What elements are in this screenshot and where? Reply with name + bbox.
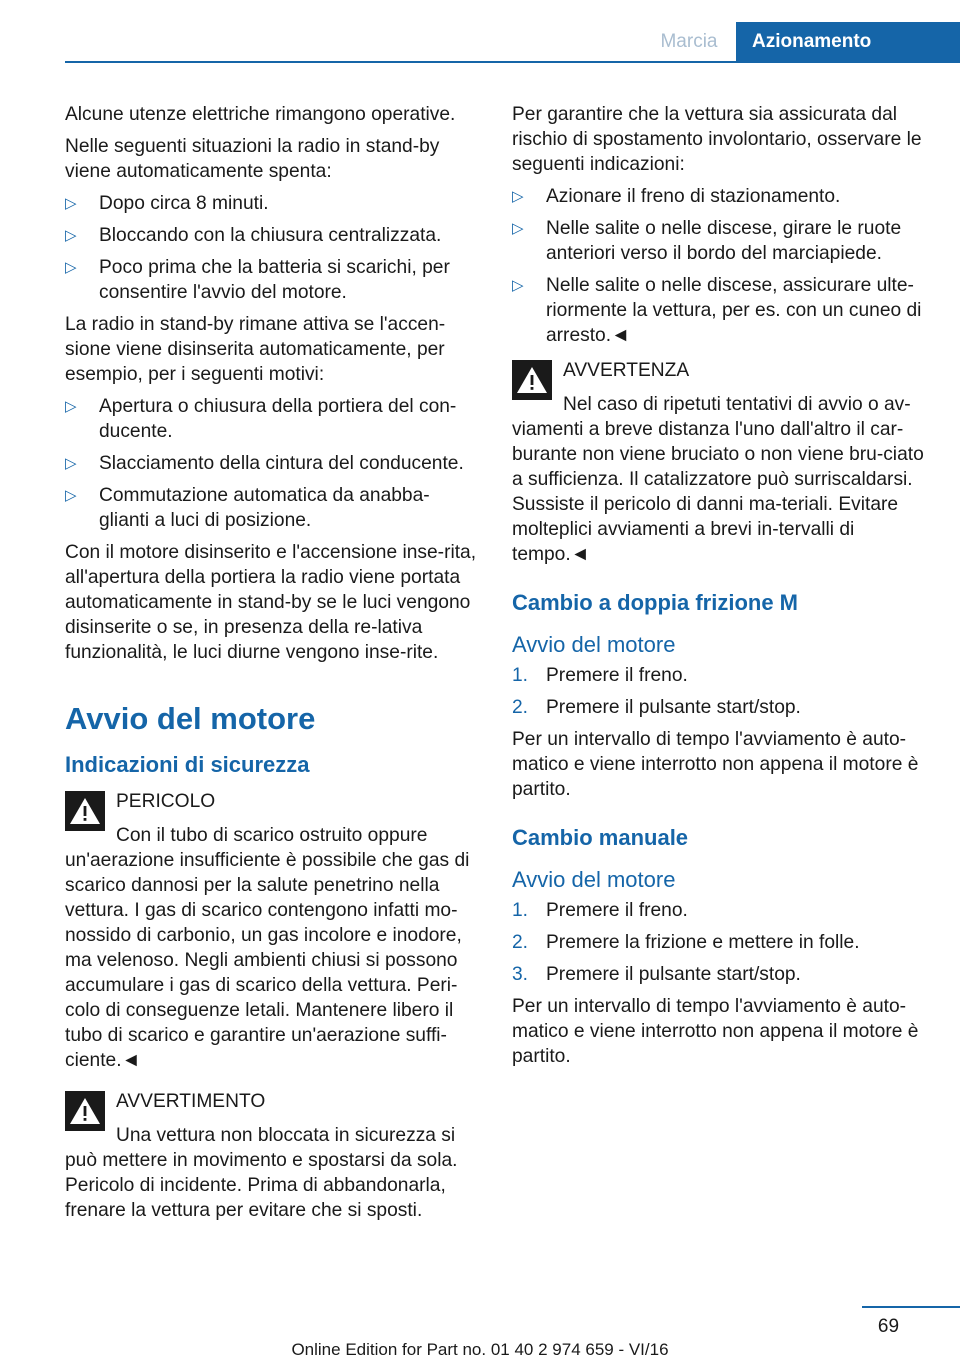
notice-text: Nel caso di ripetuti tentativi di avvio o av-viamenti a breve distanza l'uno dall'altro il car-burante non viene bruciato o non viene bru-ciato a sufficienza. Il catalizzatore può surriscaldarsi. Sussiste il pericolo di danni ma-teriali. Evitare molteplici avviamenti a brevi in-tervalli di tempo.◄ — [512, 394, 924, 565]
warning-triangle-icon — [512, 360, 552, 400]
triangle-bullet-icon: ▷ — [512, 277, 524, 294]
triangle-bullet-icon: ▷ — [65, 398, 77, 415]
section-tab-marcia[interactable]: Marcia — [660, 31, 718, 52]
notice-title: PERICOLO — [116, 791, 216, 812]
right-column — [512, 102, 928, 1076]
paragraph: La radio in stand-by rimane attiva se l'accen-sione viene disinserita automaticamente, per esempio, per i seguenti motivi: — [65, 314, 446, 385]
warning-notice — [65, 1089, 479, 1223]
triangle-bullet-icon: ▷ — [65, 195, 77, 212]
page-number: 69 — [877, 1316, 900, 1337]
triangle-bullet-icon: ▷ — [512, 188, 524, 205]
list-item: ▷ Dopo circa 8 minuti. — [65, 193, 269, 214]
triangle-bullet-icon: ▷ — [65, 259, 77, 276]
section-tab-azionamento[interactable]: Azionamento — [736, 22, 960, 62]
sub-subsection-heading: Avvio del motore — [512, 632, 676, 657]
list-item: ▷ Commutazione automatica da anabba-glianti a luci di posizione. — [65, 485, 430, 531]
triangle-bullet-icon: ▷ — [65, 455, 77, 472]
list-item: ▷ Apertura o chiusura della portiera del con-ducente. — [65, 396, 457, 442]
header-rule — [65, 61, 960, 63]
list-item: ▷ Azionare il freno di stazionamento. — [512, 186, 841, 207]
list-item: ▷ Poco prima che la batteria si scarichi, per consentire l'avvio del motore. — [65, 257, 450, 303]
edition-footer: Online Edition for Part no. 01 40 2 974 659 - VI/16 — [291, 1340, 669, 1359]
section-heading: Avvio del motore — [65, 701, 316, 736]
list-item: ▷ Nelle salite o nelle discese, girare le ruote anteriori verso il bordo del marciapiede. — [512, 218, 902, 264]
list-item: 3. Premere il pulsante start/stop. — [512, 964, 801, 985]
triangle-bullet-icon: ▷ — [65, 487, 77, 504]
list-item: 2. Premere il pulsante start/stop. — [512, 697, 801, 718]
subsection-heading: Cambio manuale — [512, 825, 689, 850]
paragraph: Nelle seguenti situazioni la radio in stand-by viene automaticamente spenta: — [65, 136, 440, 182]
paragraph: Per garantire che la vettura sia assicurata dal rischio di spostamento involontario, osservare le seguenti indicazioni: — [512, 104, 922, 175]
notice-text: Con il tubo di scarico ostruito oppure un'aerazione insufficiente è possibile che gas di scarico dannosi per la salute penetrino nella vettura. I gas di scarico contengono infatti mo-nossido di carbonio, un gas incolore e inodore, ma velenoso. Negli ambienti chiusi si possono accumulare i gas di scarico della vettura. Peri-colo di conseguenze letali. Mantenere libero il tubo di scarico e garantire un'aerazione suffi-ciente.◄ — [65, 825, 470, 1071]
triangle-bullet-icon: ▷ — [65, 227, 77, 244]
warning-triangle-icon — [65, 791, 105, 831]
footer-rule — [862, 1306, 960, 1308]
subsection-heading: Cambio a doppia frizione M — [512, 590, 799, 615]
bullet-list — [65, 394, 479, 533]
list-item: ▷ Nelle salite o nelle discese, assicurare ulte-riormente la vettura, per es. con un cuneo di arresto.◄ — [512, 275, 922, 346]
bullet-list — [512, 184, 928, 348]
caution-notice — [512, 358, 928, 567]
paragraph: Per un intervallo di tempo l'avviamento è auto-matico e viene interrotto non appena il motore è partito. — [512, 996, 919, 1067]
list-item: 1. Premere il freno. — [512, 665, 688, 686]
warning-triangle-icon — [65, 1091, 105, 1131]
danger-notice — [65, 789, 479, 1073]
paragraph: Alcune utenze elettriche rimangono operative. — [65, 104, 456, 125]
paragraph: Per un intervallo di tempo l'avviamento è auto-matico e viene interrotto non appena il motore è partito. — [512, 729, 919, 800]
list-item: 1. Premere il freno. — [512, 900, 688, 921]
sub-subsection-heading: Avvio del motore — [512, 867, 676, 892]
list-item: ▷ Bloccando con la chiusura centralizzata. — [65, 225, 442, 246]
bullet-list — [65, 191, 479, 305]
notice-title: AVVERTENZA — [563, 360, 690, 381]
numbered-list — [512, 663, 928, 720]
list-item: 2. Premere la frizione e mettere in folle. — [512, 932, 860, 953]
notice-text: Una vettura non bloccata in sicurezza si può mettere in movimento e spostarsi da sola. Pericolo di incidente. Prima di abbandonarla, frenare la vettura per evitare che si sposti. — [65, 1125, 458, 1221]
list-item: ▷ Slacciamento della cintura del conducente. — [65, 453, 464, 474]
left-column — [65, 102, 479, 1230]
notice-title: AVVERTIMENTO — [116, 1091, 266, 1112]
subsection-heading: Indicazioni di sicurezza — [65, 752, 310, 777]
numbered-list — [512, 898, 928, 987]
triangle-bullet-icon: ▷ — [512, 220, 524, 237]
paragraph: Con il motore disinserito e l'accensione inse-rita, all'apertura della portiera la radio viene portata automaticamente in stand-by se le luci vengono disinserite o se, in presenza della re-lativa funzionalità, le luci diurne vengono inse-rite. — [65, 542, 477, 663]
